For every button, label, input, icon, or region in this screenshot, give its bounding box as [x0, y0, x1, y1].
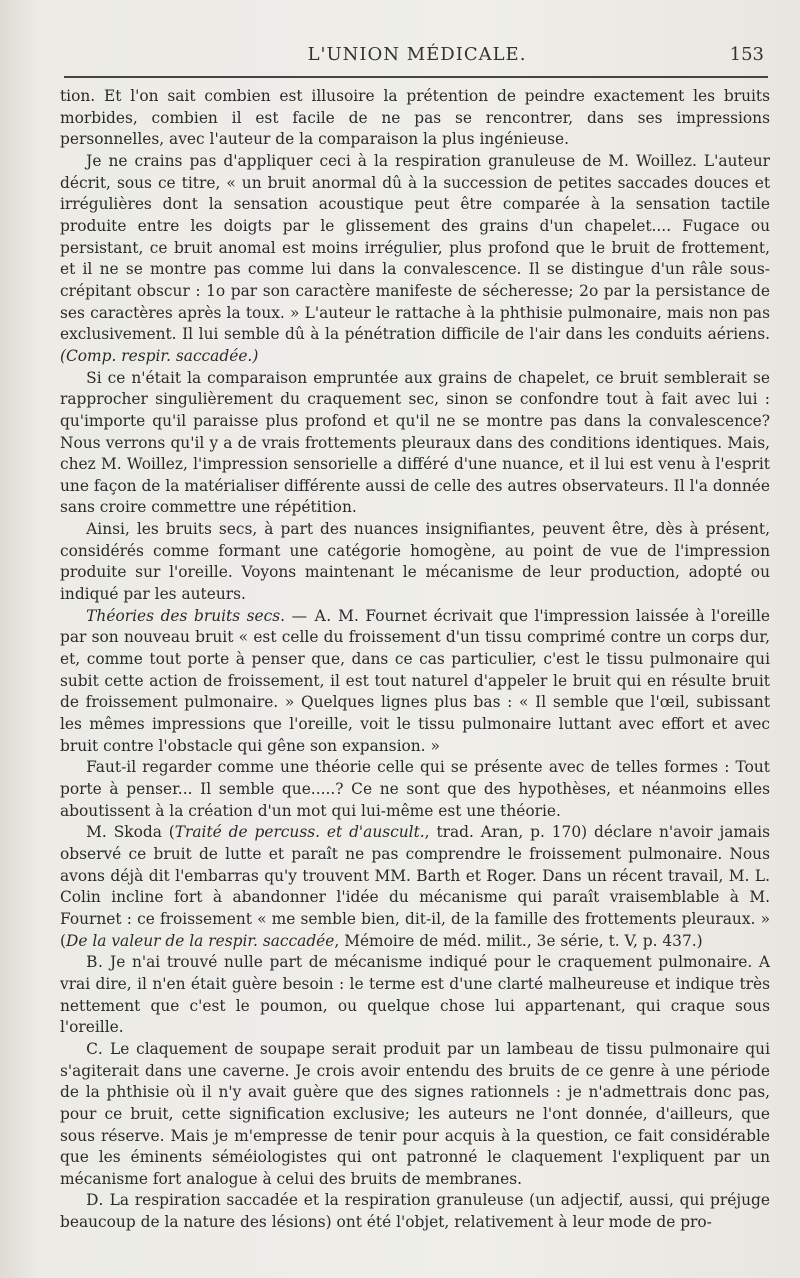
paragraph-3: Si ce n'était la comparaison empruntée aux grains de chapelet, ce bruit semblerait se rapprocher singulièrement du craquement sec, sinon se confondre tout à fait avec lui : qu'importe qu'il paraisse plus profond et qu'il ne se montre pas dans la convalescence? Nous verrons qu'il y a de vrais frottements pleuraux dans des conditions identiques. Mais, chez M. Woillez, l'impression sensorielle a différé d'une nuance, et il lui est venu à l'esprit une façon de la matérialiser différente aussi de celle des autres observateurs. Il l'a donnée sans croire commettre une répétition.: [60, 368, 770, 517]
item-letter: B.: [86, 953, 104, 972]
section-heading: Théories des bruits secs.: [86, 606, 286, 625]
paragraph-10: D. La respiration saccadée et la respiration granuleuse (un adjectif, aussi, qui préjuge beaucoup de la nature des lésions) ont été l'objet, relativement à leur mode de pro-: [60, 1191, 770, 1232]
italic-citation: Traité de percuss. et d'auscult.: [174, 823, 425, 842]
paragraph-7: M. Skoda (Traité de percuss. et d'auscult., trad. Aran, p. 170) déclare n'avoir jamais observé ce bruit de lutte et paraît ne pas comprendre le froissement pulmonaire. Nous avons déjà dit l'embarras qu'y trouvent MM. Barth et Roger. Dans un récent travail, M. L. Colin incline fort à abandonner l'idée du mécanisme qui paraît vraisemblable à M. Fournet : ce froissement « me semble bien, dit-il, de la famille des frottements pleuraux. » (De la valeur de la respir. saccadée, Mémoire de méd. milit., 3e série, t. V, p. 437.): [60, 823, 770, 950]
paragraph-6: Faut-il regarder comme une théorie celle qui se présente avec de telles formes : Tout porte à penser... Il semble que.....? Ce ne sont que des hypothèses, et néanmoins elles aboutissent à la création d'un mot qui lui-même est une théorie.: [60, 758, 770, 820]
item-letter: — A.: [291, 606, 332, 625]
header-rule: [64, 76, 768, 78]
page-header: [66, 38, 768, 78]
body-text: [60, 86, 770, 1234]
item-letter: C.: [86, 1039, 104, 1058]
page-number: 153: [729, 44, 764, 65]
item-letter: D.: [86, 1191, 104, 1210]
paragraph-4: Ainsi, les bruits secs, à part des nuances insignifiantes, peuvent être, dès à présent, considérés comme formant une catégorie homogène, au point de vue de l'impression produite sur l'oreille. Voyons maintenant le mécanisme de leur production, adopté ou indiqué par les auteurs.: [60, 520, 770, 604]
running-title: L'UNION MÉDICALE.: [307, 44, 527, 65]
italic-citation: De la valeur de la respir. saccadée: [66, 931, 335, 950]
paragraph-9: C. Le claquement de soupape serait produit par un lambeau de tissu pulmonaire qui s'agiterait dans une caverne. Je crois avoir entendu des bruits de ce genre à une période de la phthisie où il n'y avait guère que des signes rationnels : je n'admettrais donc pas, pour ce bruit, cette signification exclusive; les auteurs ne l'ont donnée, d'ailleurs, que sous réserve. Mais je m'empresse de tenir pour acquis à la question, ce fait considérable que les éminents séméiologistes qui ont patronné le claquement l'expliquent par un mécanisme fort analogue à celui des bruits de membranes.: [60, 1039, 770, 1188]
paragraph-8: B. Je n'ai trouvé nulle part de mécanisme indiqué pour le craquement pulmonaire. A vrai dire, il n'en était guère besoin : le terme est d'une clarté malheureuse et indique très nettement que c'est le poumon, ou quelque chose lui appartenant, qui craque sous l'oreille.: [60, 953, 770, 1037]
paragraph-1: tion. Et l'on sait combien est illusoire la prétention de peindre exactement les bruits morbides, combien il est facile de ne pas se rencontrer, dans ses impressions personnelles, avec l'auteur de la comparaison la plus ingénieuse.: [60, 87, 770, 149]
paragraph-5: Théories des bruits secs. — A. M. Fournet écrivait que l'impression laissée à l'oreille par son nouveau bruit « est celle du froissement d'un tissu comprimé contre un corps dur, et, comme tout porte à penser que, dans ce cas particulier, c'est le tissu pulmonaire qui subit cette action de froissement, il est tout naturel d'appeler le bruit qui en résulte bruit de froissement pulmonaire. » Quelques lignes plus bas : « Il semble que l'œil, subissant les mêmes impressions que l'oreille, voit le tissu pulmonaire luttant avec effort et avec bruit contre l'obstacle qui gêne son expansion. »: [60, 606, 771, 755]
italic-citation: (Comp. respir. saccadée.): [60, 346, 259, 365]
paragraph-2: Je ne crains pas d'appliquer ceci à la respiration granuleuse de M. Woillez. L'auteur décrit, sous ce titre, « un bruit anormal dû à la succession de petites saccades douces et irrégulières dont la sensation acoustique peut être comparée à la sensation tactile produite entre les doigts par le glissement des grains d'un chapelet.... Fugace ou persistant, ce bruit anomal est moins irrégulier, plus profond que le bruit de frottement, et il ne se montre pas comme lui dans la convalescence. Il se distingue d'un râle sous-crépitant obscur : 1o par son caractère manifeste de sécheresse; 2o par la persistance de ses caractères après la toux. » L'auteur le rattache à la phthisie pulmonaire, mais non pas exclusivement. Il lui semble dû à la pénétration difficile de l'air dans les conduits aériens. (Comp. respir. saccadée.): [60, 151, 770, 365]
